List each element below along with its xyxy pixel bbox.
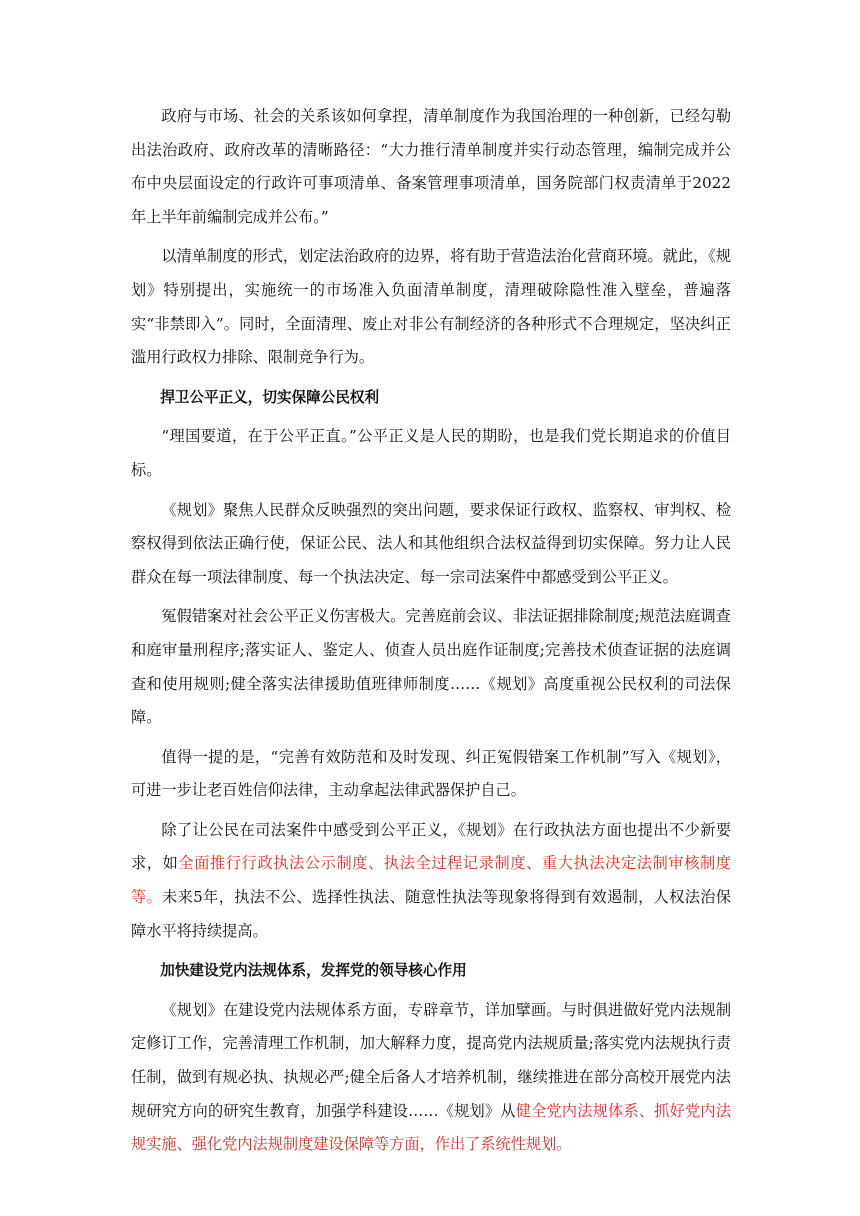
paragraph-law-government-boundary: 以清单制度的形式，划定法治政府的边界，将有助于营造法治化营商环境。就此，《规划》特别提出，实施统一的市场准入负面清单制度，清理破除隐性准入壁垒，普遍落实“非禁即入”。同时，全面清理、废止对非公有制经济的各种形式不合理规定，坚决纠正滥用行政权力排除、限制竞争行为。 — [131, 247, 731, 367]
section-heading-fairness: 捍卫公平正义，切实保障公民权利 — [160, 388, 380, 406]
highlighted-text: 健全党内法规体系、抓好党内法规实施、强化党内法规制度建设保障等方面，作出了系统性规划。 — [131, 1101, 732, 1154]
text-segment: 未来5年，执法不公、选择性执法、随意性执法等现象将得到有效遏制，人权法治保障水平将持续提高。 — [131, 888, 731, 940]
paragraph-rights-protection: 《规划》聚焦人民群众反映强烈的突出问题，要求保证行政权、监察权、审判权、检察权得到依法正确行使，保证公民、法人和其他组织合法权益得到切实保障。努力让人民群众在每一项法律制度、每一个执法决定、每一宗司法案件中都感受到公平正义。 — [131, 500, 731, 586]
paragraph-list-system: 政府与市场、社会的关系该如何拿捏，清单制度作为我国治理的一种创新，已经勾勒出法治政府、政府改革的清晰路径：“大力推行清单制度并实行动态管理，编制完成并公布中央层面设定的行政许可事项清单、备案管理事项清单，国务院部门权责清单于2022年上半年前编制完成并公布。” — [131, 107, 731, 226]
paragraph-wrongful-cases: 冤假错案对社会公平正义伤害极大。完善庭前会议、非法证据排除制度;规范法庭调查和庭审量刑程序;落实证人、鉴定人、侦查人员出庭作证制度;完善技术侦查证据的法庭调查和使用规则;健全落实法律援助值班律师制度……《规划》高度重视公民权利的司法保障。 — [131, 607, 731, 727]
paragraph-party-regulation-system — [131, 994, 731, 1162]
text-segment: 除了让公民在司法案件中感受到公平正义，《规划》在行政执法方面也提出不少新要求，如 — [131, 820, 731, 873]
text-segment: 《规划》在建设党内法规体系方面，专辟章节，详加擘画。与时俱进做好党内法规制定修订工作，完善清理工作机制，加大解释力度，提高党内法规质量;落实党内法规执行责任制，做到有规必执、执规必严;健全后备人才培养机制，继续推进在部分高校开展党内法规研究方向的研究生教育，加强学科建设……《规划》从 — [131, 1000, 731, 1120]
paragraph-administrative-enforcement — [131, 814, 731, 948]
document-body — [131, 100, 731, 1168]
paragraph-quote: “理国要道，在于公平正直。”公平正义是人民的期盼，也是我们党长期追求的价值目标。 — [131, 427, 731, 479]
highlighted-text: 全面推行行政执法公示制度、执法全过程记录制度、重大执法决定法制审核制度等。 — [131, 854, 732, 907]
paragraph-mechanism: 值得一提的是，“完善有效防范和及时发现、纠正冤假错案工作机制”写入《规划》，可进一步让老百姓信仰法律，主动拿起法律武器保护自己。 — [131, 747, 731, 800]
section-heading-party-regulations: 加快建设党内法规体系，发挥党的领导核心作用 — [160, 962, 467, 980]
